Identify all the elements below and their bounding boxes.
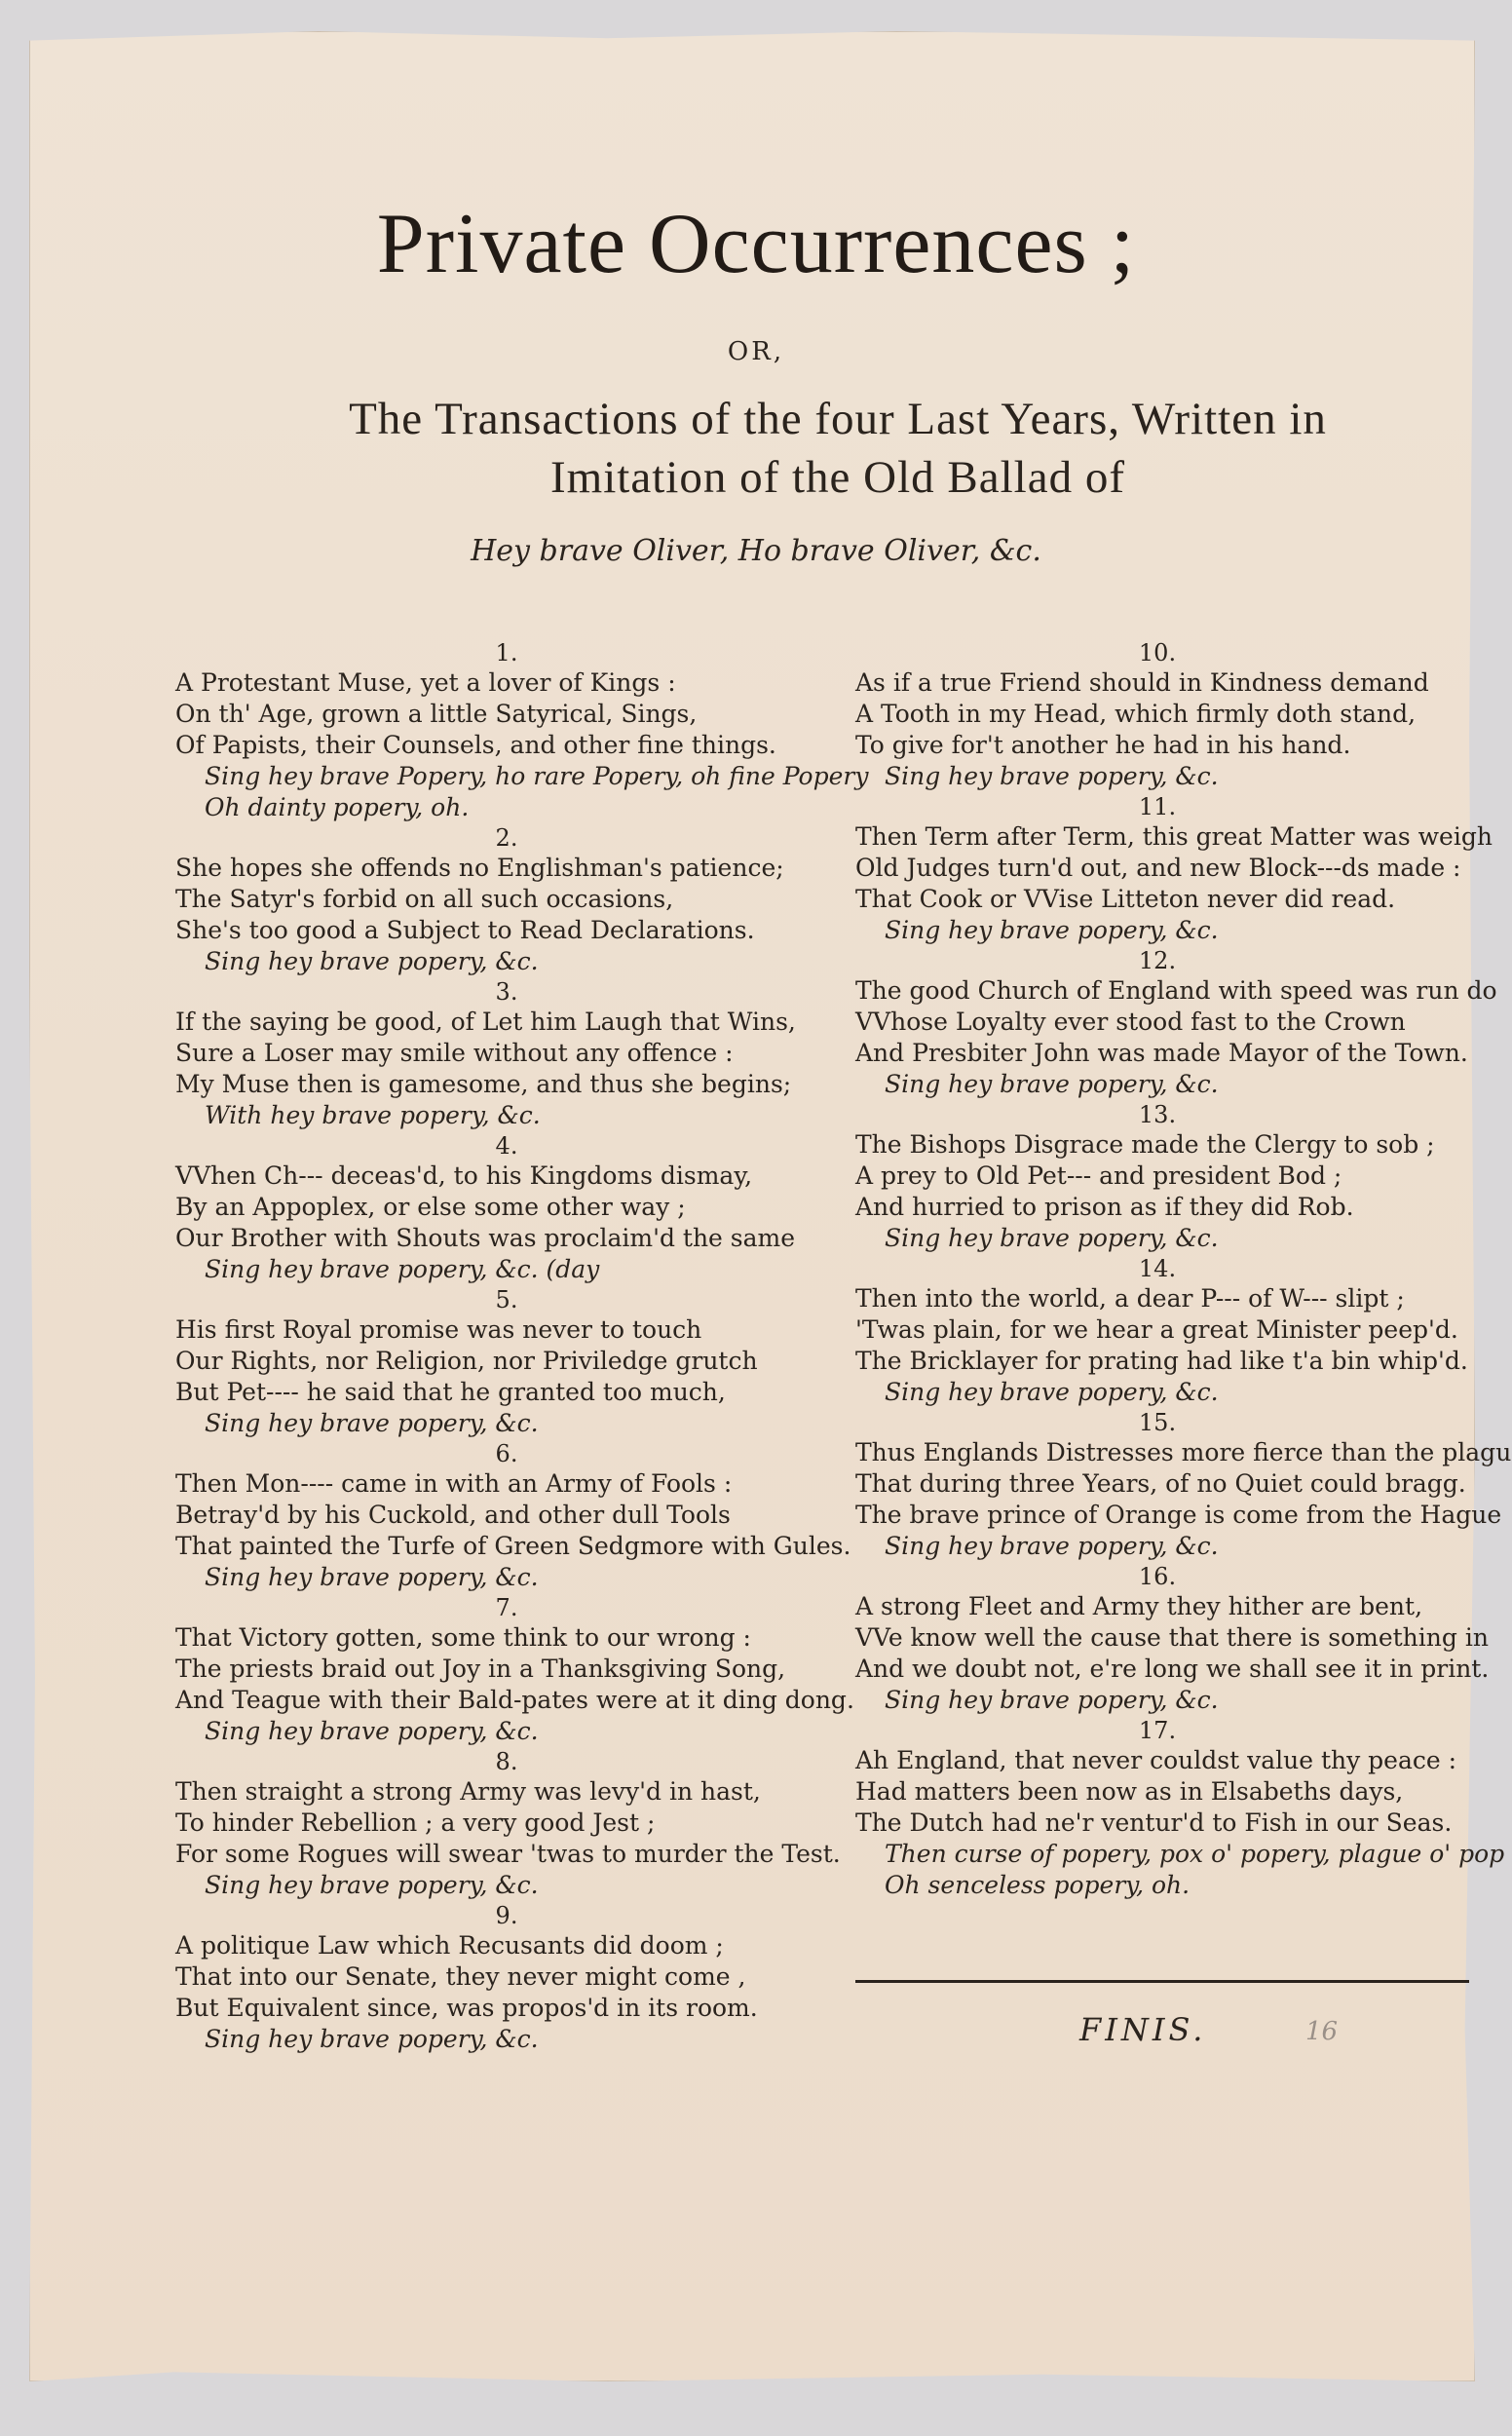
verse-line: Then Term after Term, this great Matter was weigh xyxy=(855,822,1493,851)
refrain-line: Sing hey brave popery, &c. xyxy=(885,762,1219,790)
refrain-line: Sing hey brave popery, &c. xyxy=(885,1532,1219,1560)
verse-line: On th' Age, grown a little Satyrical, Sings, xyxy=(175,700,698,728)
verse-line: The Bishops Disgrace made the Clergy to sob ; xyxy=(855,1130,1435,1159)
stanza xyxy=(855,1562,1490,1716)
refrain-line: Sing hey brave popery, &c. xyxy=(885,1686,1219,1714)
stanza-number: 17. xyxy=(1138,1717,1177,1744)
verse-line: That painted the Turfe of Green Sedgmore with Gules. xyxy=(175,1532,851,1560)
refrain-line: Oh dainty popery, oh. xyxy=(205,793,470,821)
refrain-line: Sing hey brave popery, &c. xyxy=(205,947,539,975)
verse-line: Had matters been now as in Elsabeths days, xyxy=(855,1777,1404,1806)
verse-line: The Satyr's forbid on all such occasions, xyxy=(175,885,674,913)
verse-line: The good Church of England with speed was run do xyxy=(855,976,1497,1005)
stanza-number: 5. xyxy=(495,1286,518,1313)
stanza xyxy=(855,1100,1479,1254)
stanza xyxy=(855,1408,1512,1562)
verse-line: A Tooth in my Head, which firmly doth stand, xyxy=(855,700,1417,728)
verse-line: Of Papists, their Counsels, and other fine things. xyxy=(175,731,776,759)
stanza xyxy=(175,823,857,977)
verse-line: Betray'd by his Cuckold, and other dull Tools xyxy=(175,1501,731,1529)
refrain-line: Sing hey brave Popery, ho rare Popery, oh fine Popery xyxy=(205,762,869,790)
stanza-number: 13. xyxy=(1138,1101,1177,1128)
verse-line: Our Rights, nor Religion, nor Priviledge grutch xyxy=(175,1347,758,1375)
verse-line: A prey to Old Pet--- and president Bod ; xyxy=(855,1161,1342,1190)
finis-text: FINIS. xyxy=(1079,2011,1207,2048)
refrain-line: With hey brave popery, &c. xyxy=(205,1101,541,1129)
verse-line: And Teague with their Bald-pates were at it ding dong. xyxy=(175,1686,854,1714)
verse-line: Our Brother with Shouts was proclaim'd the same xyxy=(175,1224,796,1252)
closing-rule xyxy=(855,1980,1469,1983)
refrain-line: Sing hey brave popery, &c. xyxy=(205,1409,539,1437)
verse-line: VVe know well the cause that there is something in xyxy=(855,1623,1489,1652)
verse-line: And hurried to prison as if they did Rob. xyxy=(855,1193,1354,1221)
refrain-line: Sing hey brave popery, &c. xyxy=(885,916,1219,944)
pencil-annotation: 16 xyxy=(1305,2017,1339,2046)
stanza-number: 8. xyxy=(495,1748,518,1775)
verse-line: But Pet---- he said that he granted too much, xyxy=(175,1378,726,1406)
refrain-line: Sing hey brave popery, &c. xyxy=(205,1717,539,1745)
stanza xyxy=(175,638,869,823)
verse-line: For some Rogues will swear 'twas to murder the Test. xyxy=(175,1840,841,1868)
verse-line: That Victory gotten, some think to our wrong : xyxy=(175,1623,751,1652)
refrain-line: Then curse of popery, pox o' popery, plague o' pop xyxy=(885,1840,1505,1868)
verse-line: Sure a Loser may smile without any offence : xyxy=(175,1039,734,1067)
refrain-line: Sing hey brave popery, &c. xyxy=(885,1070,1219,1098)
stanza xyxy=(175,977,857,1131)
stanza-number: 11. xyxy=(1138,793,1177,820)
verse-line: Then Mon---- came in with an Army of Fools : xyxy=(175,1469,733,1498)
refrain-line: Oh senceless popery, oh. xyxy=(885,1871,1191,1899)
verse-line: She hopes she offends no Englishman's patience; xyxy=(175,854,784,882)
stanza-number: 7. xyxy=(495,1594,518,1621)
stanza xyxy=(855,1716,1505,1901)
verse-line: Thus Englands Distresses more fierce than the plagu xyxy=(855,1438,1512,1466)
tune-reference: Hey brave Oliver, Ho brave Oliver, &c. xyxy=(471,534,1041,568)
stanza-number: 9. xyxy=(495,1902,518,1929)
stanza-number: 12. xyxy=(1138,947,1177,974)
stanza xyxy=(175,1285,857,1439)
verse-line: VVhose Loyalty ever stood fast to the Crown xyxy=(855,1008,1406,1036)
verse-line: As if a true Friend should in Kindness demand xyxy=(855,668,1429,697)
stanza xyxy=(855,946,1497,1100)
verse-line: His first Royal promise was never to touch xyxy=(175,1315,702,1344)
verse-line: The brave prince of Orange is come from the Hague xyxy=(855,1501,1502,1529)
verse-line: But Equivalent since, was propos'd in its room. xyxy=(175,1994,758,2022)
verse-line: VVhen Ch--- deceas'd, to his Kingdoms dismay, xyxy=(175,1161,753,1190)
verse-line: A politique Law which Recusants did doom ; xyxy=(175,1931,724,1960)
left-column xyxy=(175,638,869,2055)
verse-line: To hinder Rebellion ; a very good Jest ; xyxy=(175,1808,656,1837)
stanza-number: 2. xyxy=(495,824,518,852)
verse-line: The priests braid out Joy in a Thanksgiving Song, xyxy=(175,1655,786,1683)
refrain-line: Sing hey brave popery, &c. xyxy=(205,1563,539,1591)
verse-line: A Protestant Muse, yet a lover of Kings : xyxy=(175,668,676,697)
document-title: Private Occurrences ; xyxy=(376,197,1136,291)
stanza-number: 16. xyxy=(1138,1563,1177,1590)
stanza-number: 10. xyxy=(1138,639,1177,666)
verse-line: Then into the world, a dear P--- of W--- slipt ; xyxy=(855,1284,1405,1313)
refrain-line: Sing hey brave popery, &c. xyxy=(205,1871,539,1899)
verse-line: To give for't another he had in his hand. xyxy=(855,731,1351,759)
subtitle-line-2: Imitation of the Old Ballad of xyxy=(550,452,1125,503)
stanza xyxy=(175,1439,857,1593)
verse-line: A strong Fleet and Army they hither are bent, xyxy=(855,1592,1423,1620)
stanza-number: 3. xyxy=(495,978,518,1006)
stanza xyxy=(175,1131,857,1285)
verse-line: That Cook or VVise Litteton never did read. xyxy=(855,885,1396,913)
verse-line: She's too good a Subject to Read Declarations. xyxy=(175,916,755,944)
refrain-line: Sing hey brave popery, &c. xyxy=(885,1378,1219,1406)
verse-line: Then straight a strong Army was levy'd in hast, xyxy=(175,1777,761,1806)
right-column xyxy=(855,638,1512,1901)
stanza-number: 4. xyxy=(495,1132,518,1160)
verse-line: By an Appoplex, or else some other way ; xyxy=(175,1193,686,1221)
verse-line: And we doubt not, e're long we shall see it in print. xyxy=(855,1655,1490,1683)
verse-line: If the saying be good, of Let him Laugh that Wins, xyxy=(175,1008,796,1036)
verse-line: Old Judges turn'd out, and new Block---ds made : xyxy=(855,854,1461,882)
stanza-number: 6. xyxy=(495,1440,518,1467)
verse-line: The Dutch had ne'r ventur'd to Fish in our Seas. xyxy=(855,1808,1453,1837)
stanza xyxy=(175,1901,857,2055)
refrain-line: Sing hey brave popery, &c. xyxy=(885,1224,1219,1252)
verse-line: And Presbiter John was made Mayor of the Town. xyxy=(855,1039,1468,1067)
verse-line: The Bricklayer for prating had like t'a bin whip'd. xyxy=(855,1347,1468,1375)
stanza-number: 15. xyxy=(1138,1409,1177,1436)
stanza-number: 14. xyxy=(1138,1255,1177,1282)
verse-line: 'Twas plain, for we hear a great Minister peep'd. xyxy=(855,1315,1458,1344)
stanza xyxy=(855,638,1479,792)
verse-line: My Muse then is gamesome, and thus she begins; xyxy=(175,1070,792,1098)
title-connector: OR, xyxy=(727,337,785,366)
document-subtitle xyxy=(195,390,1481,507)
stanza xyxy=(175,1593,857,1747)
subtitle-line-1: The Transactions of the four Last Years, Written in xyxy=(349,394,1327,444)
stanza-number: 1. xyxy=(495,639,518,666)
stanza xyxy=(855,792,1493,946)
refrain-line: Sing hey brave popery, &c. (day xyxy=(205,1255,600,1283)
stanza xyxy=(175,1747,857,1901)
verse-line: That during three Years, of no Quiet could bragg. xyxy=(855,1469,1466,1498)
stanza xyxy=(855,1254,1479,1408)
verse-line: Ah England, that never couldst value thy peace : xyxy=(855,1746,1457,1774)
refrain-line: Sing hey brave popery, &c. xyxy=(205,2025,539,2053)
verse-line: That into our Senate, they never might come , xyxy=(175,1962,746,1991)
